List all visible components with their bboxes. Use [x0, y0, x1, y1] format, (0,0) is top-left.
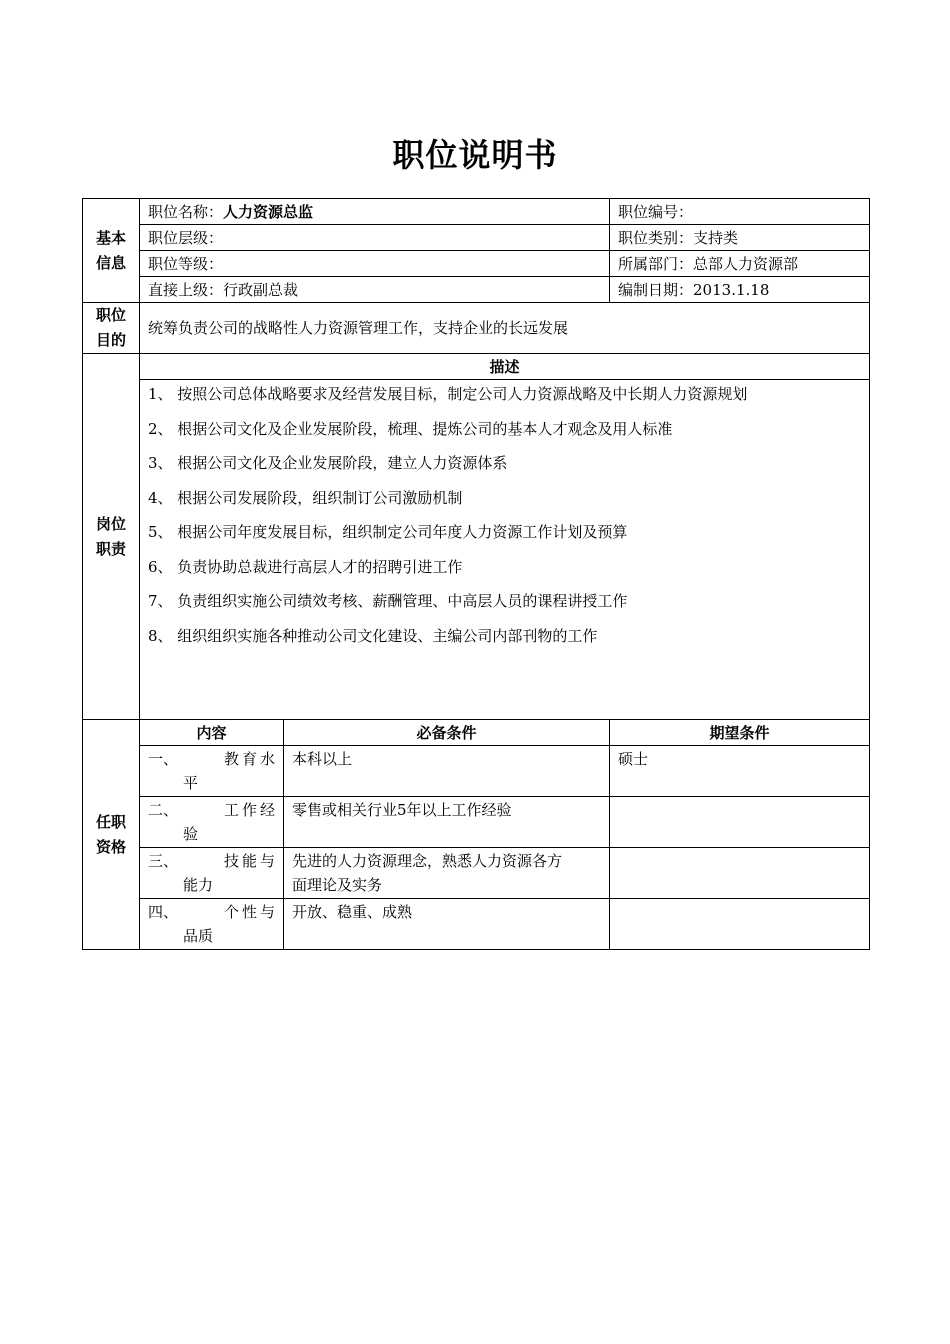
duty-item: 8、 组织组织实施各种推动公司文化建设、主编公司内部刊物的工作 — [148, 626, 598, 645]
required-header: 必备条件 — [284, 720, 610, 746]
purpose-label: 职位 目的 — [83, 303, 140, 354]
position-name-value: 人力资源总监 — [223, 202, 314, 221]
basic-info-row-3 — [83, 251, 870, 277]
basic-info-label: 基本 信息 — [83, 199, 140, 303]
duties-header: 描述 — [140, 354, 870, 380]
supervisor-cell: 直接上级：行政副总裁 — [140, 277, 610, 303]
position-level-cell: 职位层级： — [140, 225, 610, 251]
qualification-item: 一、 教 育 水 平 — [140, 746, 284, 797]
qualification-row-education — [83, 746, 870, 797]
duty-item: 5、 根据公司年度发展目标，组织制定公司年度人力资源工作计划及预算 — [148, 523, 628, 541]
duties-list — [140, 380, 870, 720]
duty-item: 7、 负责组织实施公司绩效考核、薪酬管理、中高层人员的课程讲授工作 — [148, 592, 628, 610]
position-category-cell: 职位类别：支持类 — [610, 225, 870, 251]
qualification-row-experience — [83, 797, 870, 848]
duties-label: 岗位 职责 — [83, 354, 140, 720]
basic-info-row-1 — [83, 199, 870, 225]
duty-item: 4、 根据公司发展阶段，组织制订公司激励机制 — [148, 488, 463, 507]
department-cell: 所属部门：总部人力资源部 — [610, 251, 870, 277]
required-condition: 零售或相关行业5年以上工作经验 — [284, 797, 610, 848]
duty-item: 1、 按照公司总体战略要求及经营发展目标，制定公司人力资源战略及中长期人力资源规划 — [148, 385, 748, 403]
expected-condition — [610, 797, 870, 848]
duty-item: 3、 根据公司文化及企业发展阶段，建立人力资源体系 — [148, 454, 508, 472]
qualification-row-skills — [83, 848, 870, 899]
qualifications-header-row — [83, 720, 870, 746]
page-title: 职位说明书 — [392, 136, 558, 174]
date-cell: 编制日期：2013.1.18 — [610, 277, 870, 303]
required-condition: 先进的人力资源理念，熟悉人力资源各方 面理论及实务 — [284, 848, 610, 899]
duties-body-row — [83, 380, 870, 720]
expected-condition: 硕士 — [610, 746, 870, 797]
position-number-cell: 职位编号： — [610, 199, 870, 225]
purpose-text: 统筹负责公司的战略性人力资源管理工作，支持企业的长远发展 — [140, 303, 870, 354]
expected-condition — [610, 899, 870, 950]
required-condition: 本科以上 — [284, 746, 610, 797]
expected-header: 期望条件 — [610, 720, 870, 746]
position-grade-cell: 职位等级： — [140, 251, 610, 277]
purpose-row — [83, 303, 870, 354]
duty-item: 6、 负责协助总裁进行高层人才的招聘引进工作 — [148, 557, 463, 576]
qualifications-label: 任职 资格 — [83, 720, 140, 950]
qualification-item: 四、 个 性 与 品质 — [140, 899, 284, 950]
job-description-table — [82, 198, 870, 950]
qualification-item: 三、 技 能 与 能力 — [140, 848, 284, 899]
required-condition: 开放、稳重、成熟 — [284, 899, 610, 950]
content-header: 内容 — [140, 720, 284, 746]
qualification-row-personality — [83, 899, 870, 950]
basic-info-row-2 — [83, 225, 870, 251]
qualification-item: 二、 工 作 经 验 — [140, 797, 284, 848]
position-name-cell: 职位名称：人力资源总监 — [140, 199, 610, 225]
duties-header-row — [83, 354, 870, 380]
expected-condition — [610, 848, 870, 899]
basic-info-row-4 — [83, 277, 870, 303]
duty-item: 2、 根据公司文化及企业发展阶段，梳理、提炼公司的基本人才观念及用人标准 — [148, 419, 673, 438]
